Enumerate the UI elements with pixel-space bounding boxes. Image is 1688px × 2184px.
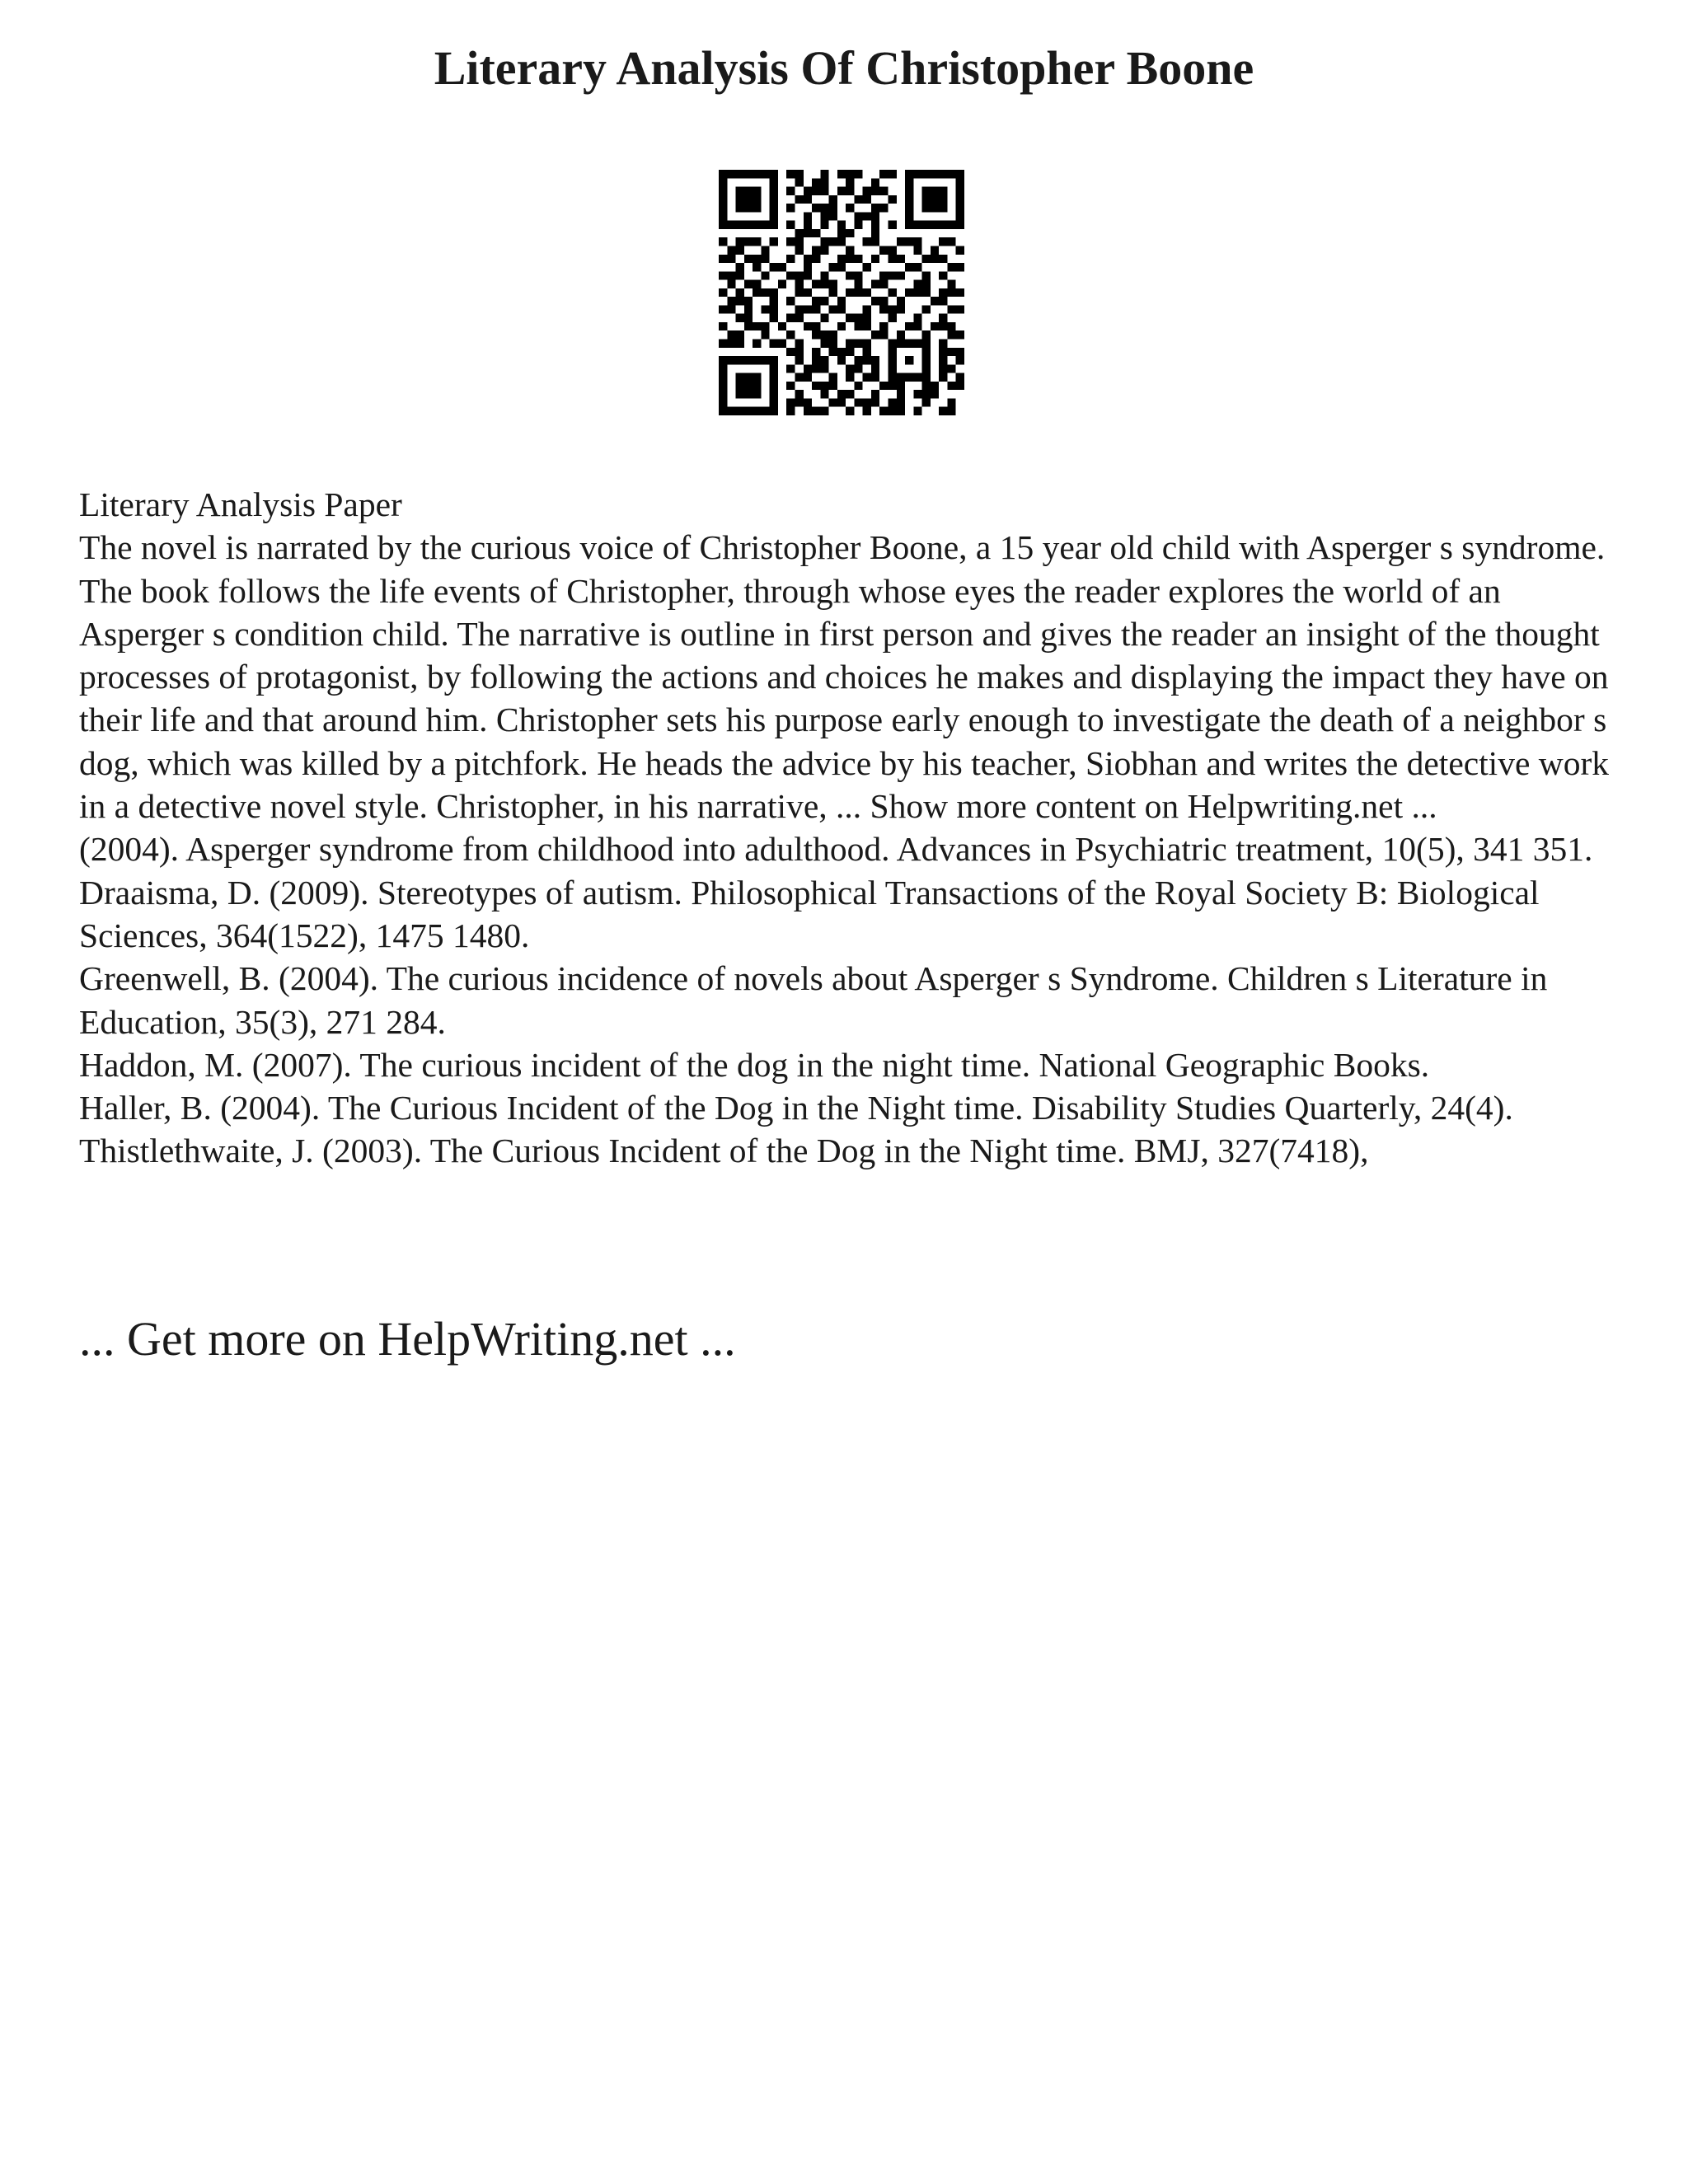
reference-item: Haller, B. (2004). The Curious Incident of the Dog in the Night time. Disability Studies Quarterly, 24(4). Thistlethwaite, J. (2003). The Curious Incident of the Dog in the Night time. BMJ, 327(7418), xyxy=(79,1089,1513,1170)
section-heading: Literary Analysis Paper xyxy=(79,485,402,523)
reference-item: (2004). Asperger syndrome from childhood into adulthood. Advances in Psychiatric treatment, 10(5), 341 351. xyxy=(79,830,1593,869)
body-paragraph: The novel is narrated by the curious voice of Christopher Boone, a 15 year old child with Asperger s syndrome. The book follows the life events of Christopher, through whose eyes the reader explores the world of an Asperger s condition child. The narrative is outline in first person and gives the reader an insight of the thought processes of protagonist, by following the actions and choices he makes and displaying the impact they have on their life and that around him. Christopher sets his purpose early enough to investigate the death of a neighbor s dog, which was killed by a pitchfork. He heads the advice by his teacher, Siobhan and writes the detective work in a detective novel style. Christopher, in his narrative, ... Show more content on Helpwriting.net ... xyxy=(79,528,1610,826)
reference-item: Greenwell, B. (2004). The curious incidence of novels about Asperger s Syndrome. Children s Literature in Education, 35(3), 271 284. xyxy=(79,959,1548,1041)
reference-item: Draaisma, D. (2009). Stereotypes of autism. Philosophical Transactions of the Royal Society B: Biological Sciences, 364(1522), 1475 1480. xyxy=(79,873,1540,954)
document-body xyxy=(79,483,1629,1173)
document-title: Literary Analysis Of Christopher Boone xyxy=(434,41,1254,95)
reference-item: Haddon, M. (2007). The curious incident of the dog in the night time. National Geographic Books. xyxy=(79,1045,1430,1084)
get-more-link[interactable]: ... Get more on HelpWriting.net ... xyxy=(79,1312,736,1366)
qr-code-icon xyxy=(719,170,964,415)
